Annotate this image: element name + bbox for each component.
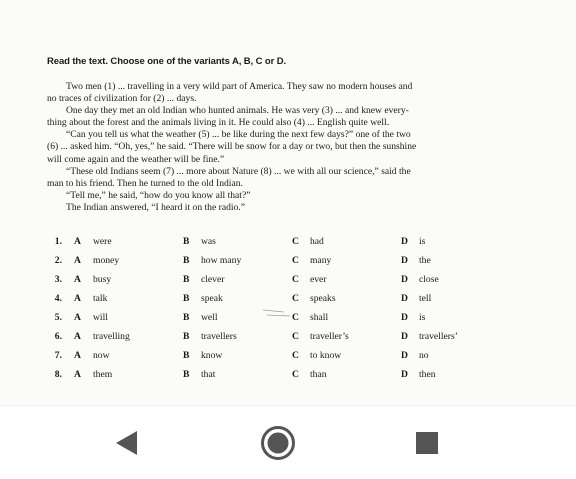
option-b: speak bbox=[201, 293, 223, 304]
option-d: no bbox=[419, 350, 429, 361]
triangle-back-icon bbox=[115, 430, 139, 456]
answer-row-7 bbox=[48, 350, 508, 369]
passage-paragraph-6: The Indian answered, “I heard it on the radio.” bbox=[66, 201, 246, 213]
option-a: busy bbox=[93, 274, 112, 285]
option-letter-a: A bbox=[74, 331, 81, 342]
option-letter-b: B bbox=[183, 274, 190, 285]
option-letter-a: A bbox=[74, 369, 81, 380]
option-letter-b: B bbox=[183, 293, 190, 304]
option-a: money bbox=[93, 255, 120, 266]
answer-row-1 bbox=[48, 236, 508, 255]
option-letter-a: A bbox=[74, 312, 81, 323]
android-navigation-bar bbox=[0, 405, 576, 479]
option-letter-a: A bbox=[74, 293, 81, 304]
option-c: than bbox=[310, 369, 327, 380]
option-c: to know bbox=[310, 350, 342, 361]
option-letter-c: C bbox=[292, 274, 299, 285]
option-letter-b: B bbox=[183, 369, 190, 380]
pencil-mark bbox=[262, 306, 292, 318]
circle-home-icon bbox=[260, 425, 296, 461]
option-d: is bbox=[419, 236, 426, 247]
option-letter-a: A bbox=[74, 255, 81, 266]
option-d: the bbox=[419, 255, 431, 266]
back-button[interactable] bbox=[100, 406, 154, 479]
option-letter-b: B bbox=[183, 236, 190, 247]
option-letter-c: C bbox=[292, 350, 299, 361]
instruction-heading: Read the text. Choose one of the variants A, B, C or D. bbox=[47, 56, 287, 67]
option-letter-d: D bbox=[401, 236, 408, 247]
answer-row-3 bbox=[48, 274, 508, 293]
option-a: were bbox=[93, 236, 112, 247]
question-number: 5. bbox=[54, 312, 62, 323]
option-letter-b: B bbox=[183, 312, 190, 323]
option-letter-c: C bbox=[292, 312, 299, 323]
option-letter-d: D bbox=[401, 293, 408, 304]
option-a: talk bbox=[93, 293, 108, 304]
passage-paragraph-3: “Can you tell us what the weather (5) ... be like during the next few days?” one of the two (6) ... asked him. “Oh, yes,” he said. “There will be snow for a day or two, but then the sunshine will come again and the weather will be fine.” bbox=[47, 129, 417, 165]
option-a: now bbox=[93, 350, 110, 361]
option-c: speaks bbox=[310, 293, 336, 304]
option-letter-b: B bbox=[183, 350, 190, 361]
question-number: 7. bbox=[54, 350, 62, 361]
passage-paragraph-2: One day they met an old Indian who hunted animals. He was very (3) ... and knew every- thing about the forest and the animals living in it. He could also (4) ... English quite well. bbox=[47, 105, 409, 129]
option-a: will bbox=[93, 312, 108, 323]
option-d: is bbox=[419, 312, 426, 323]
answer-row-2 bbox=[48, 255, 508, 274]
option-letter-d: D bbox=[401, 350, 408, 361]
option-letter-d: D bbox=[401, 312, 408, 323]
home-button[interactable] bbox=[250, 406, 306, 479]
option-letter-a: A bbox=[74, 350, 81, 361]
option-letter-b: B bbox=[183, 331, 190, 342]
option-d: travellers’ bbox=[419, 331, 458, 342]
option-d: then bbox=[419, 369, 436, 380]
square-recents-icon bbox=[415, 431, 439, 455]
option-b: how many bbox=[201, 255, 242, 266]
question-number: 8. bbox=[54, 369, 62, 380]
option-b: clever bbox=[201, 274, 225, 285]
option-b: well bbox=[201, 312, 218, 323]
passage-paragraph-1: Two men (1) ... travelling in a very wild part of America. They saw no modern houses and no traces of civilization for (2) ... days. bbox=[47, 81, 413, 105]
option-c: shall bbox=[310, 312, 329, 323]
option-letter-c: C bbox=[292, 331, 299, 342]
option-letter-c: C bbox=[292, 236, 299, 247]
option-letter-b: B bbox=[183, 255, 190, 266]
passage-paragraph-4: “These old Indians seem (7) ... more about Nature (8) ... we with all our science,” said the man to his friend. Then he turned to the old Indian. bbox=[47, 165, 411, 189]
question-number: 6. bbox=[54, 331, 62, 342]
passage-paragraph-5: “Tell me,” he said, “how do you know all that?” bbox=[66, 189, 251, 201]
option-a: them bbox=[93, 369, 113, 380]
option-c: ever bbox=[310, 274, 327, 285]
option-letter-c: C bbox=[292, 293, 299, 304]
option-a: travelling bbox=[93, 331, 130, 342]
option-letter-a: A bbox=[74, 236, 81, 247]
option-d: close bbox=[419, 274, 439, 285]
option-letter-a: A bbox=[74, 274, 81, 285]
answer-row-6 bbox=[48, 331, 508, 350]
option-c: traveller’s bbox=[310, 331, 349, 342]
option-letter-d: D bbox=[401, 255, 408, 266]
answer-row-8 bbox=[48, 369, 508, 388]
option-b: know bbox=[201, 350, 223, 361]
option-b: that bbox=[201, 369, 216, 380]
question-number: 4. bbox=[54, 293, 62, 304]
option-letter-c: C bbox=[292, 369, 299, 380]
option-b: travellers bbox=[201, 331, 237, 342]
reading-passage bbox=[47, 81, 505, 214]
option-b: was bbox=[201, 236, 216, 247]
question-number: 2. bbox=[54, 255, 62, 266]
question-number: 1. bbox=[54, 236, 62, 247]
option-c: many bbox=[310, 255, 332, 266]
option-letter-d: D bbox=[401, 274, 408, 285]
option-d: tell bbox=[419, 293, 432, 304]
option-c: had bbox=[310, 236, 324, 247]
option-letter-c: C bbox=[292, 255, 299, 266]
option-letter-d: D bbox=[401, 369, 408, 380]
question-number: 3. bbox=[54, 274, 62, 285]
recent-apps-button[interactable] bbox=[400, 406, 454, 479]
option-letter-d: D bbox=[401, 331, 408, 342]
